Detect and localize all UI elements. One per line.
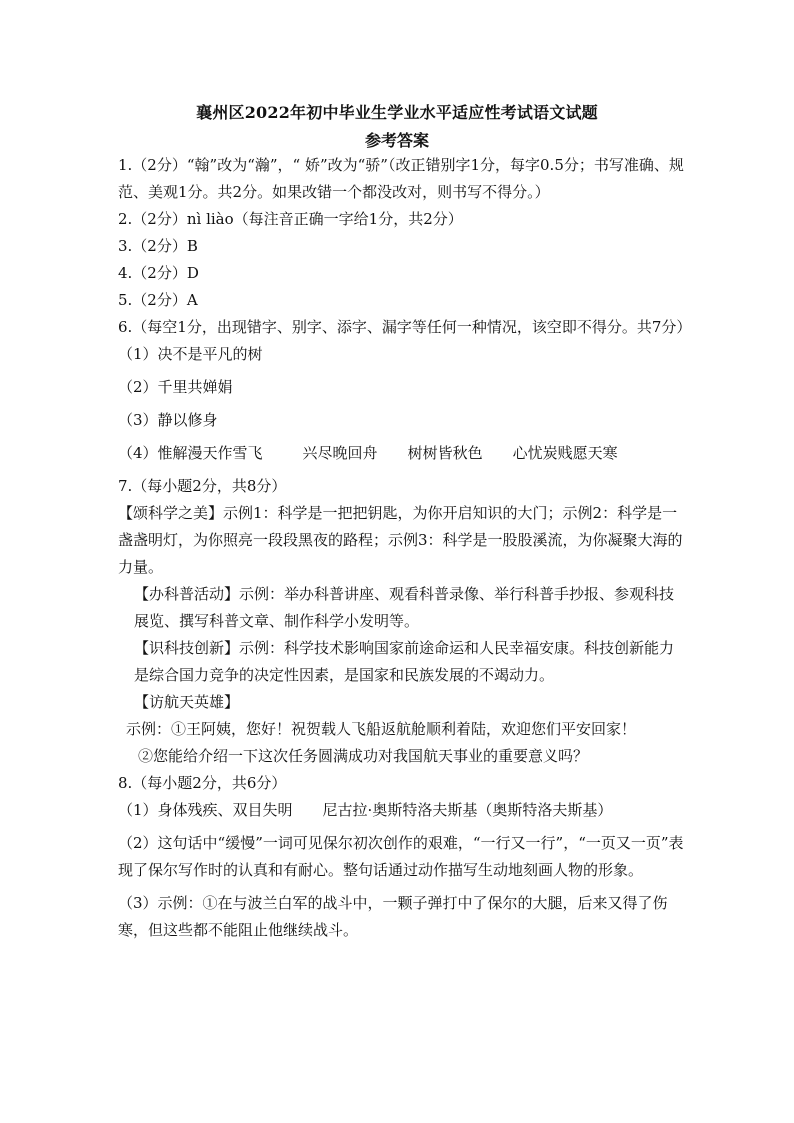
answer-q7-c: 【识科技创新】示例：科学技术影响国家前途命运和人民幸福安康。科技创新能力是综合国力竞争的决定性因素，是国家和民族发展的不竭动力。 [134, 639, 675, 684]
answer-q8: 8.（每小题2分，共6分） [118, 774, 287, 792]
doc-subtitle: 参考答案 [364, 131, 429, 150]
answer-q7-d: 【访航天英雄】 [134, 693, 240, 711]
answer-q6-2: （2）千里共婵娟 [118, 378, 233, 396]
answer-q8-1a: （1）身体残疾、双目失明 [118, 801, 293, 819]
answer-body [118, 152, 692, 944]
answer-q6-4d: 心忧炭贱愿天寒 [512, 444, 618, 462]
answer-q6-1: （1）决不是平凡的树 [118, 345, 263, 363]
answer-q1: 1.（2分）“翰”改为“瀚”，“ 娇”改为“骄”（改正错别字1分，每字0.5分；书写准确、规范、美观1分。共2分。如果改错一个都没改对，则书写不得分。） [118, 156, 684, 201]
answer-q6-3: （3）静以修身 [118, 411, 218, 429]
answer-q8-1 [118, 797, 684, 824]
answer-q2: 2.（2分）nì liào（每注音正确一字给1分，共2分） [118, 210, 463, 228]
answer-q6-4b: 兴尽晚回舟 [302, 444, 378, 462]
answer-q6: 6.（每空1分，出现错字、别字、添字、漏字等任何一种情况，该空即不得分。共7分） [118, 318, 692, 336]
answer-q7: 7.（每小题2分，共8分） [118, 477, 287, 495]
answer-q6-4 [118, 440, 684, 467]
answer-q8-1b: 尼古拉·奥斯特洛夫斯基（奥斯特洛夫斯基） [322, 801, 613, 819]
answer-q6-4c: 树树皆秋色 [407, 444, 483, 462]
answer-q7-a: 【颂科学之美】示例1：科学是一把把钥匙，为你开启知识的大门；示例2：科学是一盏盏明灯，为你照亮一段段黑夜的路程；示例3：科学是一股股溪流，为你凝聚大海的力量。 [118, 504, 683, 576]
answer-q3: 3.（2分）B [118, 237, 198, 255]
answer-q8-2: （2）这句话中“缓慢”一词可见保尔初次创作的艰难，“一行又一行”，“一页又一页”表现了保尔写作时的认真和有耐心。整句话通过动作描写生动地刻画人物的形象。 [118, 834, 684, 879]
answer-q7-d1: 示例：①王阿姨，您好！祝贺载人飞船返航舱顺利着陆，欢迎您们平安回家！ [126, 720, 637, 738]
answer-q5: 5.（2分）A [118, 291, 198, 309]
answer-q4: 4.（2分）D [118, 264, 199, 282]
answer-q8-3: （3）示例：①在与波兰白军的战斗中，一颗子弹打中了保尔的大腿，后来又得了伤寒，但这些都不能阻止他继续战斗。 [118, 894, 668, 939]
answer-q7-b: 【办科普活动】示例：举办科普讲座、观看科普录像、举行科普手抄报、参观科技展览、撰写科普文章、制作科学小发明等。 [134, 585, 675, 630]
answer-q7-d2: ②您能给介绍一下这次任务圆满成功对我国航天事业的重要意义吗？ [138, 747, 589, 765]
answer-q6-4a: （4）惟解漫天作雪飞 [118, 444, 263, 462]
doc-title: 襄州区2022年初中毕业生学业水平适应性考试语文试题 [196, 103, 598, 122]
